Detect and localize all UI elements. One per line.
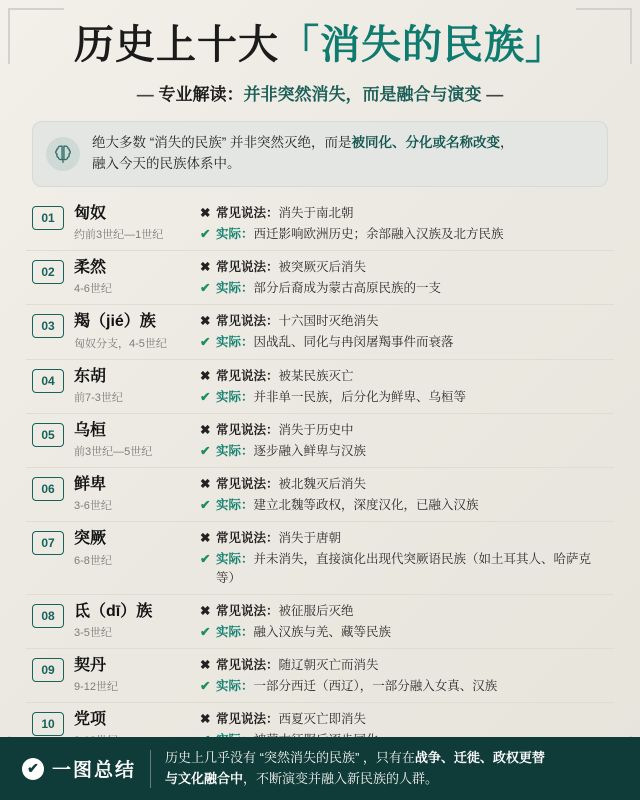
truth-text: 逐步融入鲜卑与汉族 [253, 443, 367, 458]
name-block [64, 602, 196, 640]
truth-label: 实际： [216, 443, 254, 458]
name-block [64, 258, 196, 296]
myth-text: 被北魏灭后消失 [278, 477, 367, 492]
truth-text: 部分后裔成为蒙古高原民族的一支 [253, 281, 442, 296]
group-era: 前7-3世纪 [74, 391, 123, 404]
myth-label: 常见说法： [216, 422, 279, 437]
rank-badge: 03 [32, 314, 64, 338]
corner-decoration-top-left [8, 8, 64, 64]
summary-banner [0, 737, 640, 800]
truth-line [200, 388, 608, 406]
rank-badge: 08 [32, 604, 64, 628]
name-block [64, 312, 196, 350]
group-name: 匈奴 [74, 204, 107, 222]
truth-text-highlight: 西辽 [328, 679, 354, 694]
cross-icon: ✖ [200, 712, 211, 727]
subtitle-rest: 并非突然消失，而是融合与演变 [243, 85, 482, 104]
group-name: 氐（dī）族 [74, 602, 153, 620]
myth-line [200, 367, 608, 385]
truth-line [200, 623, 608, 641]
fact-block [196, 258, 608, 297]
corner-decoration-top-right [576, 8, 632, 64]
check-icon: ✔ [200, 552, 211, 567]
cross-icon: ✖ [200, 531, 211, 546]
myth-text: 被突厥灭后消失 [278, 260, 367, 275]
list-item[interactable] [26, 414, 614, 468]
list-item[interactable] [26, 360, 614, 414]
group-name: 契丹 [74, 656, 107, 674]
myth-line [200, 421, 608, 439]
group-name: 鲜卑 [74, 476, 107, 494]
check-icon: ✔ [200, 443, 211, 458]
check-icon: ✔ [200, 281, 211, 296]
intro-line1-c: ， [500, 135, 514, 150]
cross-icon: ✖ [200, 260, 211, 275]
page-title-part1: 历史上十大 [74, 23, 279, 67]
rank-badge: 05 [32, 423, 64, 447]
myth-label: 常见说法： [216, 712, 279, 727]
check-icon: ✔ [200, 226, 211, 241]
group-era: 匈奴分支，4-5世纪 [74, 337, 167, 350]
group-name: 突厥 [74, 530, 107, 548]
truth-label: 实际： [216, 552, 254, 567]
truth-line [200, 333, 608, 351]
cross-icon: ✖ [200, 603, 211, 618]
summary-divider [150, 750, 151, 788]
intro-text [92, 133, 514, 175]
truth-label: 实际： [216, 679, 254, 694]
truth-line [200, 442, 608, 460]
myth-line [200, 529, 608, 547]
myth-label: 常见说法： [216, 477, 279, 492]
truth-text: 因战乱、同化与冉闵屠羯事件而衰落 [253, 335, 454, 350]
subtitle-dash-right: — [486, 85, 504, 104]
list-item[interactable] [26, 649, 614, 703]
cross-icon: ✖ [200, 368, 211, 383]
rank-badge: 09 [32, 658, 64, 682]
subtitle-dash-left: — [136, 85, 154, 104]
myth-label: 常见说法： [216, 205, 279, 220]
group-era: 6-8世纪 [74, 554, 112, 567]
name-block [64, 421, 196, 459]
myth-text: 消失于南北朝 [278, 205, 354, 220]
fact-block [196, 204, 608, 243]
rank-badge: 07 [32, 531, 64, 555]
myth-label: 常见说法： [216, 260, 279, 275]
fact-block [196, 656, 608, 695]
group-era: 9-12世纪 [74, 681, 119, 694]
list-item[interactable] [26, 251, 614, 305]
myth-line [200, 204, 608, 222]
list-item[interactable] [26, 197, 614, 251]
fact-block [196, 475, 608, 514]
name-block [64, 475, 196, 513]
check-icon: ✔ [200, 335, 211, 350]
truth-text: 融入汉族与羌、藏等民族 [253, 624, 392, 639]
name-block [64, 204, 196, 242]
summary-line2-b: ，不断演变并融入新民族的人群。 [243, 770, 439, 786]
ethnic-group-list [26, 197, 614, 757]
myth-text: 随辽朝灭亡而消失 [278, 657, 379, 672]
group-name: 东胡 [74, 367, 107, 385]
myth-line [200, 602, 608, 620]
group-name: 乌桓 [74, 421, 107, 439]
group-era: 3-6世纪 [74, 500, 112, 513]
myth-label: 常见说法： [216, 314, 279, 329]
truth-line [200, 677, 608, 695]
group-era: 3-5世纪 [74, 626, 112, 639]
intro-line1-highlight: 被同化、分化或名称改变 [351, 135, 500, 150]
summary-line1-a: 历史上几乎没有 “突然消失的民族” ，只有在 [165, 750, 415, 766]
truth-line [200, 550, 608, 586]
group-name: 党项 [74, 711, 107, 729]
group-name: 柔然 [74, 259, 107, 277]
myth-text: 西夏灭亡即消失 [278, 712, 367, 727]
myth-text: 被征服后灭绝 [278, 603, 354, 618]
myth-text: 被某民族灭亡 [278, 368, 354, 383]
list-item[interactable] [26, 468, 614, 522]
check-icon: ✔ [200, 498, 211, 513]
cross-icon: ✖ [200, 422, 211, 437]
summary-text [165, 748, 618, 788]
check-icon: ✔ [200, 624, 211, 639]
check-icon: ✔ [200, 389, 211, 404]
group-era: 前3世纪—5世纪 [74, 446, 153, 459]
summary-line1-highlight: 战争、迁徙、政权更替 [414, 750, 545, 766]
rank-badge: 10 [32, 712, 64, 736]
truth-label: 实际： [216, 389, 254, 404]
check-icon: ✔ [200, 679, 211, 694]
truth-text: 西迁影响欧洲历史；余部融入汉族及北方民族 [253, 226, 504, 241]
rank-badge: 04 [32, 369, 64, 393]
rank-badge: 02 [32, 260, 64, 284]
myth-line [200, 312, 608, 330]
myth-text: 消失于唐朝 [278, 531, 342, 546]
truth-line [200, 279, 608, 297]
truth-label: 实际： [216, 624, 254, 639]
truth-text-a: 一部分西迁（ [253, 679, 329, 694]
myth-line [200, 475, 608, 493]
truth-label: 实际： [216, 281, 254, 296]
list-item[interactable] [26, 595, 614, 649]
truth-text-b: ），一部分融入女真、汉族 [353, 679, 498, 694]
truth-line [200, 225, 608, 243]
check-circle-icon: ✔ [22, 758, 44, 780]
list-item[interactable] [26, 305, 614, 359]
cross-icon: ✖ [200, 314, 211, 329]
myth-label: 常见说法： [216, 531, 279, 546]
truth-label: 实际： [216, 498, 254, 513]
summary-line2-a: 与文化融合中 [165, 770, 244, 786]
fact-block [196, 312, 608, 351]
brain-icon [46, 137, 80, 171]
truth-text: 并非单一民族，后分化为鲜卑、乌桓等 [253, 389, 467, 404]
page-title-part2: 「消失的民族」 [279, 23, 566, 67]
truth-line [200, 496, 608, 514]
myth-line [200, 258, 608, 276]
truth-text-b: 等） [216, 570, 242, 585]
myth-label: 常见说法： [216, 368, 279, 383]
myth-text: 消失于历史中 [278, 422, 354, 437]
rank-badge: 01 [32, 206, 64, 230]
fact-block [196, 421, 608, 460]
subtitle-strong: 专业解读： [158, 85, 244, 104]
list-item[interactable] [26, 522, 614, 594]
truth-text-highlight: 土耳其人、哈萨克 [491, 552, 592, 567]
cross-icon: ✖ [200, 477, 211, 492]
truth-text: 建立北魏等政权，深度汉化，已融入汉族 [253, 498, 479, 513]
myth-line [200, 656, 608, 674]
summary-title: 一图总结 [52, 760, 137, 781]
truth-label: 实际： [216, 226, 254, 241]
fact-block [196, 529, 608, 586]
fact-block [196, 602, 608, 641]
group-era: 约前3世纪—1世纪 [74, 229, 164, 242]
name-block [64, 656, 196, 694]
myth-label: 常见说法： [216, 603, 279, 618]
fact-block [196, 367, 608, 406]
truth-text-a: 并未消失，直接演化出现代突厥语民族（如 [253, 552, 492, 567]
cross-icon: ✖ [200, 205, 211, 220]
name-block [64, 529, 196, 567]
intro-callout [32, 121, 608, 187]
intro-line1-a: 绝大多数 “消失的民族” 并非突然灭绝，而是 [92, 135, 352, 150]
page-title [22, 0, 618, 68]
name-block [64, 367, 196, 405]
group-name: 羯（jié）族 [74, 313, 156, 331]
myth-line [200, 710, 608, 728]
myth-label: 常见说法： [216, 657, 279, 672]
intro-line2: 融入今天的民族体系中。 [92, 155, 241, 171]
summary-title-block [22, 755, 136, 782]
group-era: 4-6世纪 [74, 283, 112, 296]
page-subtitle [22, 80, 618, 105]
cross-icon: ✖ [200, 657, 211, 672]
rank-badge: 06 [32, 477, 64, 501]
myth-text: 十六国时灭绝消失 [278, 314, 379, 329]
truth-label: 实际： [216, 335, 254, 350]
